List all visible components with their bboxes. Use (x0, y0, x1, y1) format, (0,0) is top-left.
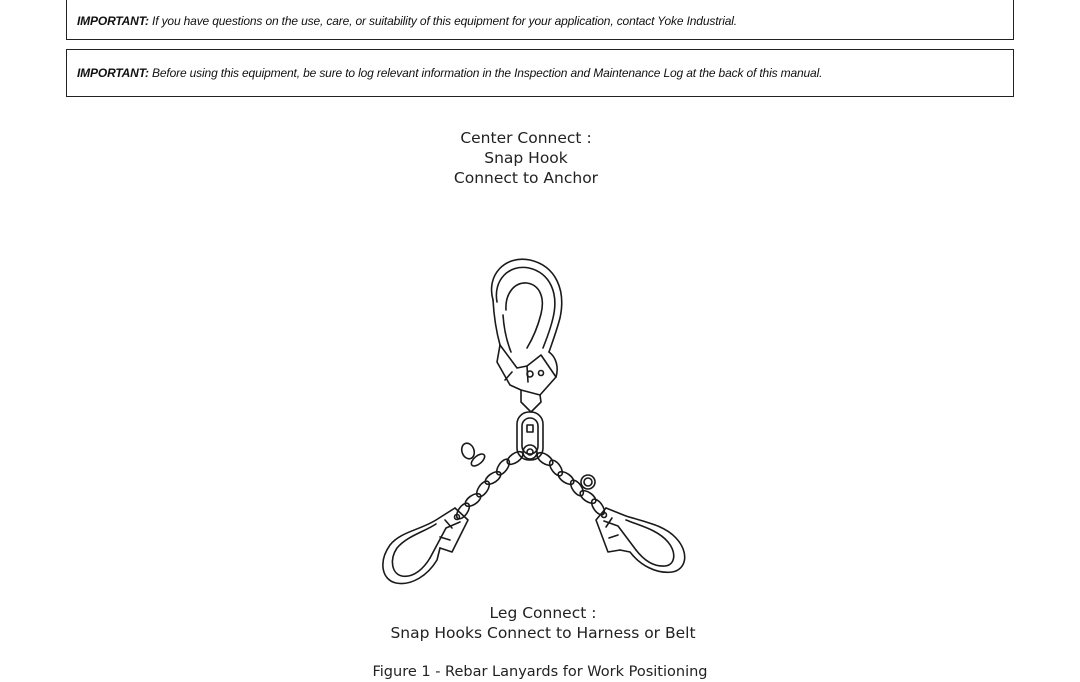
leg-connect-instruction: Snap Hooks Connect to Harness or Belt (390, 624, 696, 642)
important-notice-questions (66, 0, 1014, 40)
center-connect-part: Snap Hook (484, 149, 568, 167)
leg-connect-title: Leg Connect : (489, 604, 597, 622)
right-leg-snap-hook-icon (596, 508, 685, 572)
figure-caption: Figure 1 - Rebar Lanyards for Work Positioning (372, 664, 708, 680)
center-connect-title: Center Connect : (460, 129, 592, 147)
notice-text: If you have questions on the use, care, or suitability of this equipment for your application, contact Yoke Industrial. (148, 14, 737, 28)
center-connect-label (0, 128, 1066, 188)
important-notice-log (66, 49, 1014, 97)
leg-connect-label (3, 603, 1080, 643)
rebar-lanyard-illustration (370, 250, 700, 590)
right-chain-icon (535, 450, 607, 517)
left-chain-icon (454, 441, 525, 521)
center-connect-instruction: Connect to Anchor (453, 169, 599, 187)
center-snap-hook-icon (492, 259, 562, 412)
left-leg-snap-hook-icon (383, 508, 468, 583)
notice-label: IMPORTANT: (77, 66, 149, 80)
notice-text: Before using this equipment, be sure to log relevant information in the Inspection and Maintenance Log at the back of this manual. (148, 66, 823, 80)
notice-label: IMPORTANT: (77, 14, 149, 28)
